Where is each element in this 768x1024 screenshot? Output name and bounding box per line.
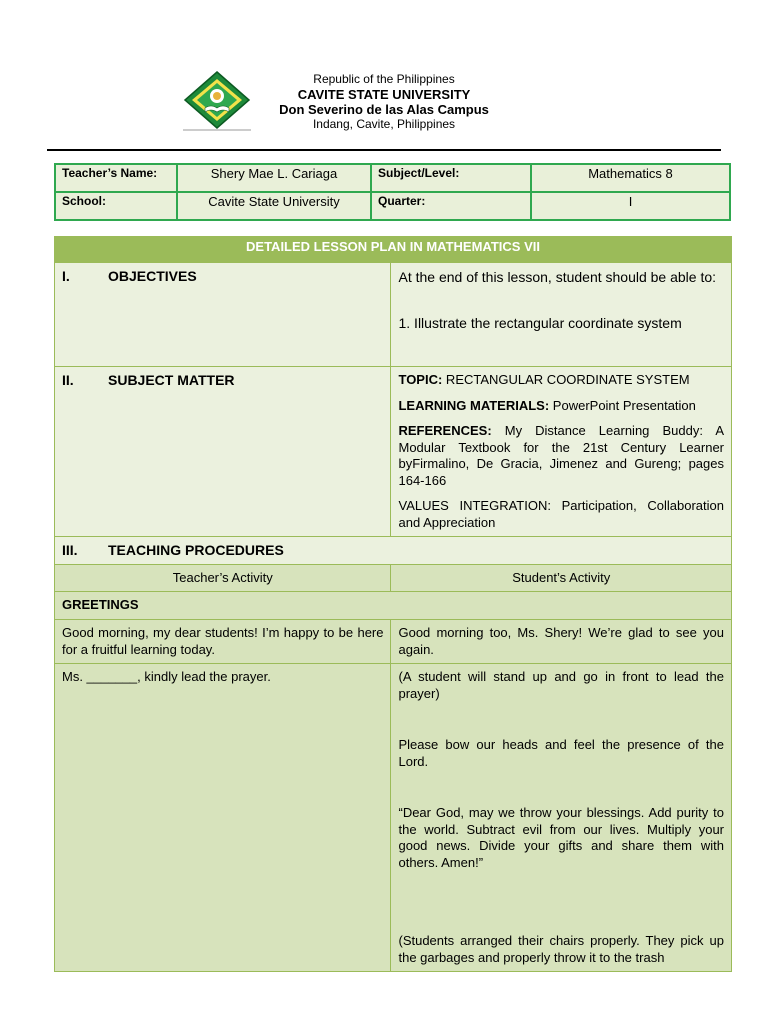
lesson-plan-title: DETAILED LESSON PLAN IN MATHEMATICS VII — [55, 237, 732, 263]
student-prayer-opening: Please bow our heads and feel the presence of the Lord. — [398, 737, 724, 769]
quarter-label: Quarter: — [371, 192, 531, 220]
university-seal-logo — [181, 70, 253, 132]
teacher-name-value: Shery Mae L. Cariaga — [177, 164, 371, 192]
teaching-procedures-heading: III. TEACHING PROCEDURES — [62, 542, 284, 558]
teaching-procedures-heading-cell — [55, 537, 732, 565]
university-name: CAVITE STATE UNIVERSITY — [297, 87, 471, 102]
teacher-info-table — [54, 163, 731, 221]
info-row — [55, 192, 730, 220]
institution-heading — [260, 72, 508, 132]
subject-level-value: Mathematics 8 — [531, 164, 730, 192]
student-prayer-text: “Dear God, may we throw your blessings. Add purity to the world. Subtract evil from our lives. Multiply your good news. Divide your gifts and share them with others. Amen!” — [398, 805, 724, 870]
subject-matter-content-cell — [391, 367, 732, 537]
lesson-plan-table — [54, 236, 732, 972]
objective-item: 1. Illustrate the rectangular coordinate system — [398, 315, 682, 331]
student-activity-header: Student’s Activity — [391, 564, 732, 592]
document-header — [0, 0, 768, 152]
header-divider — [47, 149, 721, 151]
campus-name: Don Severino de las Alas Campus — [279, 102, 489, 117]
student-cleanup-action: (Students arranged their chairs properly. They pick up the garbages and properly throw it to the trash — [398, 933, 724, 965]
student-prayer-action: (A student will stand up and go in front to lead the prayer) — [398, 669, 724, 701]
materials-line: LEARNING MATERIALS: PowerPoint Presentation — [398, 397, 696, 413]
objectives-heading: I. OBJECTIVES — [62, 268, 197, 284]
teacher-activity-header: Teacher’s Activity — [55, 564, 391, 592]
topic-line: TOPIC: RECTANGULAR COORDINATE SYSTEM — [398, 372, 690, 387]
student-prayer-activity — [391, 664, 732, 972]
campus-address: Indang, Cavite, Philippines — [312, 117, 456, 131]
teacher-prayer-instruction: Ms. _______, kindly lead the prayer. — [55, 664, 391, 972]
school-label: School: — [55, 192, 177, 220]
student-greeting: Good morning too, Ms. Shery! We’re glad to see you again. — [391, 620, 732, 664]
objectives-intro: At the end of this lesson, student should be able to: — [398, 269, 717, 285]
teacher-name-label: Teacher’s Name: — [55, 164, 177, 192]
subject-matter-heading-cell — [55, 367, 391, 537]
greetings-heading: GREETINGS — [55, 592, 732, 620]
republic-line: Republic of the Philippines — [313, 72, 455, 86]
teacher-greeting: Good morning, my dear students! I’m happy to be here for a fruitful learning today. — [55, 620, 391, 664]
objectives-heading-cell — [55, 263, 391, 367]
references-line: REFERENCES: My Distance Learning Buddy: A Modular Textbook for the 21st Century Learner byFirmalino, De Gracia, Jimenez and Gureng; pages 164-166 — [398, 423, 724, 488]
school-value: Cavite State University — [177, 192, 371, 220]
info-row — [55, 164, 730, 192]
values-integration-line: VALUES INTEGRATION: Participation, Collaboration and Appreciation — [398, 498, 724, 530]
subject-level-label: Subject/Level: — [371, 164, 531, 192]
objectives-content-cell — [391, 263, 732, 367]
quarter-value: I — [531, 192, 730, 220]
subject-matter-heading: II. SUBJECT MATTER — [62, 372, 235, 388]
